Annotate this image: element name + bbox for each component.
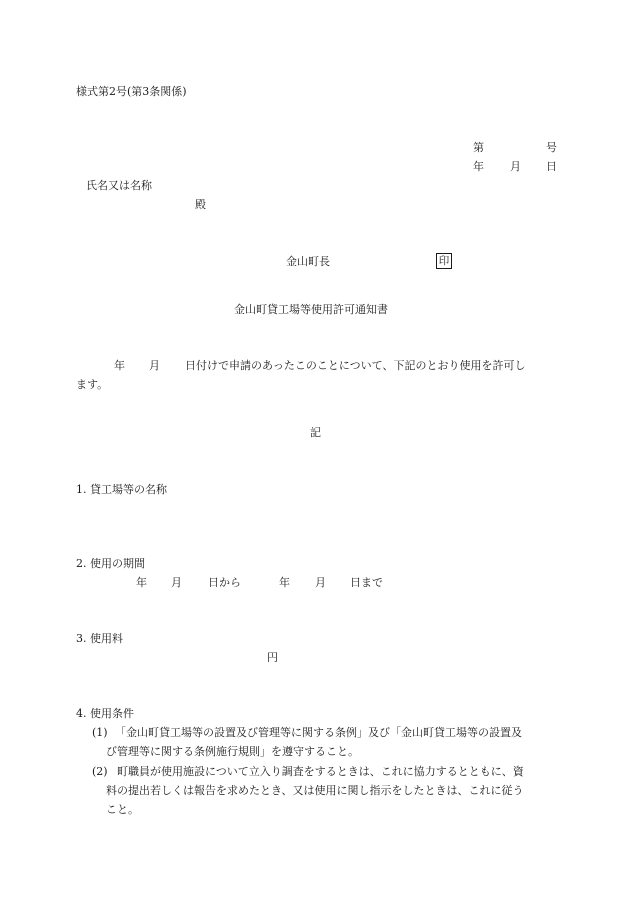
period-from-year: 年 xyxy=(136,576,147,589)
document-title: 金山町貸工場等使用許可通知書 xyxy=(234,303,388,316)
issuer-title: 金山町長 xyxy=(286,255,330,268)
condition-1-number: (1) xyxy=(92,726,108,739)
period-from-day: 日から xyxy=(208,576,241,589)
seal-mark: 印 xyxy=(436,253,452,269)
doc-number-suffix: 号 xyxy=(546,141,557,154)
item1-heading: 1. 貸工場等の名称 xyxy=(76,483,167,496)
date-month: 月 xyxy=(510,160,521,173)
condition-1-line1: 「金山町貸工場等の設置及び管理等に関する条例」及び「金山町貸工場等の設置及 xyxy=(115,726,522,739)
doc-number-prefix: 第 xyxy=(473,141,484,154)
body-text-line2: ます。 xyxy=(76,378,109,391)
body-text-line1: 日付けで申請のあったこのことについて、下記のとおり使用を許可し xyxy=(185,359,526,372)
fee-unit: 円 xyxy=(267,651,278,664)
body-month: 月 xyxy=(149,359,160,372)
period-to-day: 日まで xyxy=(350,576,383,589)
period-to-month: 月 xyxy=(315,576,326,589)
item4-heading: 4. 使用条件 xyxy=(76,707,134,720)
ki-marker: 記 xyxy=(310,426,321,439)
item3-heading: 3. 使用料 xyxy=(76,632,123,645)
form-label: 様式第2号(第3条関係) xyxy=(76,85,187,98)
condition-2-line1: 町職員が使用施設について立入り調査をするときは、これに協力するとともに、資 xyxy=(117,765,524,778)
date-year: 年 xyxy=(473,160,484,173)
body-year: 年 xyxy=(114,359,125,372)
item2-heading: 2. 使用の期間 xyxy=(76,557,145,570)
recipient-honorific: 殿 xyxy=(195,198,206,211)
condition-2-line2: 料の提出若しくは報告を求めたとき、又は使用に関し指示をしたときは、これに従う xyxy=(106,784,524,797)
recipient-name-label: 氏名又は名称 xyxy=(86,179,152,192)
condition-1-line2: び管理等に関する条例施行規則」を遵守すること。 xyxy=(106,745,359,758)
period-to-year: 年 xyxy=(279,576,290,589)
date-day: 日 xyxy=(546,160,557,173)
condition-2-number: (2) xyxy=(92,765,108,778)
period-from-month: 月 xyxy=(171,576,182,589)
condition-2-line3: こと。 xyxy=(106,803,139,816)
